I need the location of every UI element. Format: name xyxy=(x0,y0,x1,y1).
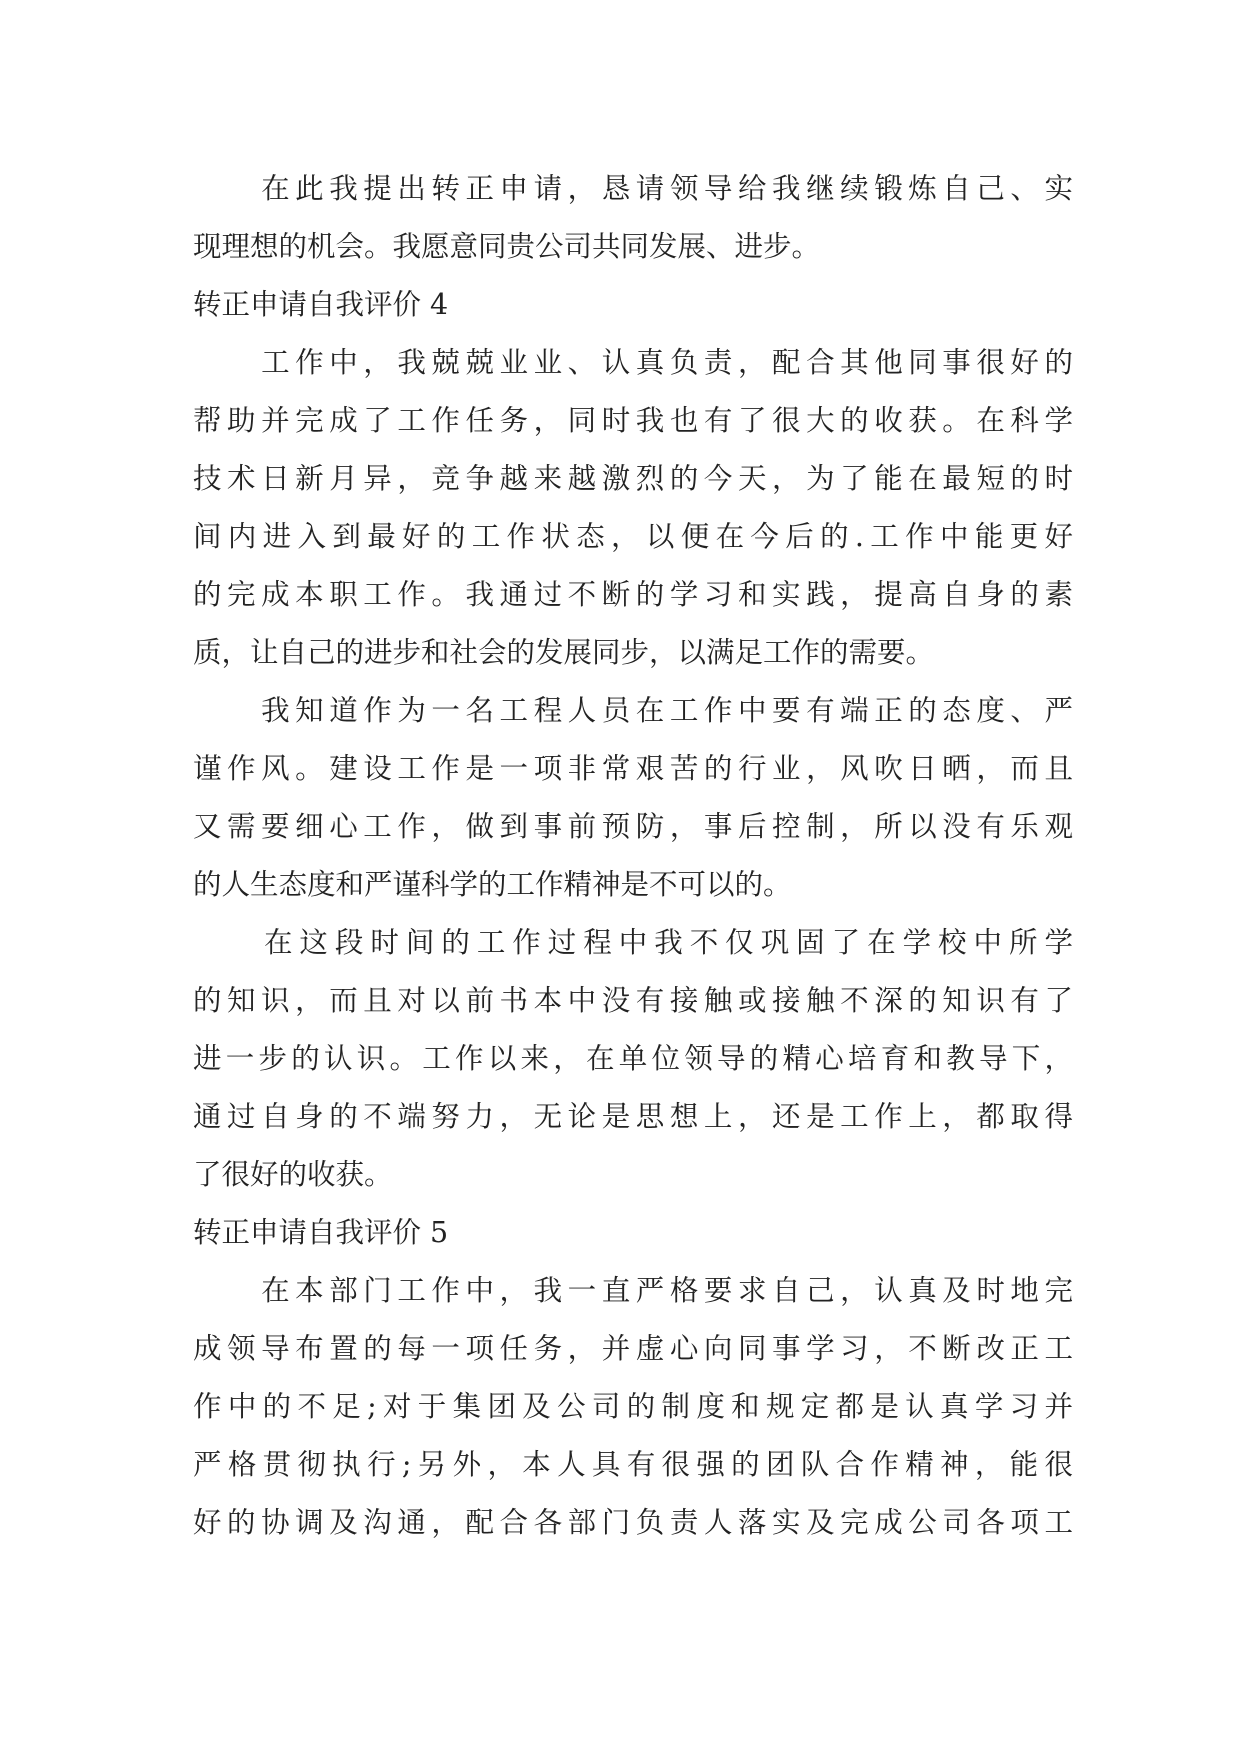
text-line: 通过自身的不端努力，无论是思想上，还是工作上，都取得 xyxy=(193,1100,1073,1133)
text-line: 了很好的收获。 xyxy=(193,1158,393,1191)
text-line: 技术日新月异，竞争越来越激烈的今天，为了能在最短的时 xyxy=(193,462,1073,495)
text-line: 谨作风。建设工作是一项非常艰苦的行业，风吹日晒，而且 xyxy=(193,752,1073,785)
paragraph-5 xyxy=(193,1262,1073,1552)
text-line: 好的协调及沟通，配合各部门负责人落实及完成公司各项工 xyxy=(193,1506,1073,1539)
text-line: 现理想的机会。我愿意同贵公司共同发展、进步。 xyxy=(193,230,821,263)
text-line: 严格贯彻执行;另外，本人具有很强的团队合作精神，能很 xyxy=(193,1448,1073,1481)
section-heading-4 xyxy=(193,276,1073,334)
heading-line: 转正申请自我评价 5 xyxy=(193,1216,449,1249)
text-line: 间内进入到最好的工作状态，以便在今后的.工作中能更好 xyxy=(193,520,1073,553)
text-line: 作中的不足;对于集团及公司的制度和规定都是认真学习并 xyxy=(193,1390,1073,1423)
text-line: 在这段时间的工作过程中我不仅巩固了在学校中所学 xyxy=(193,926,1073,959)
text-line: 在本部门工作中，我一直严格要求自己，认真及时地完 xyxy=(193,1274,1073,1307)
text-line: 质，让自己的进步和社会的发展同步，以满足工作的需要。 xyxy=(193,636,935,669)
text-line: 的人生态度和严谨科学的工作精神是不可以的。 xyxy=(193,868,792,901)
paragraph-4 xyxy=(193,914,1073,1204)
paragraph-2 xyxy=(193,334,1073,682)
paragraph-1 xyxy=(193,160,1073,276)
text-line: 工作中，我兢兢业业、认真负责，配合其他同事很好的 xyxy=(193,346,1073,379)
text-line: 帮助并完成了工作任务，同时我也有了很大的收获。在科学 xyxy=(193,404,1073,437)
heading-line: 转正申请自我评价 4 xyxy=(193,288,449,321)
document-body xyxy=(193,160,1073,1552)
text-line: 在此我提出转正申请，恳请领导给我继续锻炼自己、实 xyxy=(193,172,1073,205)
text-line: 又需要细心工作，做到事前预防，事后控制，所以没有乐观 xyxy=(193,810,1073,843)
text-line: 进一步的认识。工作以来，在单位领导的精心培育和教导下， xyxy=(193,1042,1073,1075)
section-heading-5 xyxy=(193,1204,1073,1262)
text-line: 我知道作为一名工程人员在工作中要有端正的态度、严 xyxy=(193,694,1073,727)
paragraph-3 xyxy=(193,682,1073,914)
text-line: 的完成本职工作。我通过不断的学习和实践，提高自身的素 xyxy=(193,578,1073,611)
text-line: 的知识，而且对以前书本中没有接触或接触不深的知识有了 xyxy=(193,984,1073,1017)
text-line: 成领导布置的每一项任务，并虚心向同事学习，不断改正工 xyxy=(193,1332,1073,1365)
